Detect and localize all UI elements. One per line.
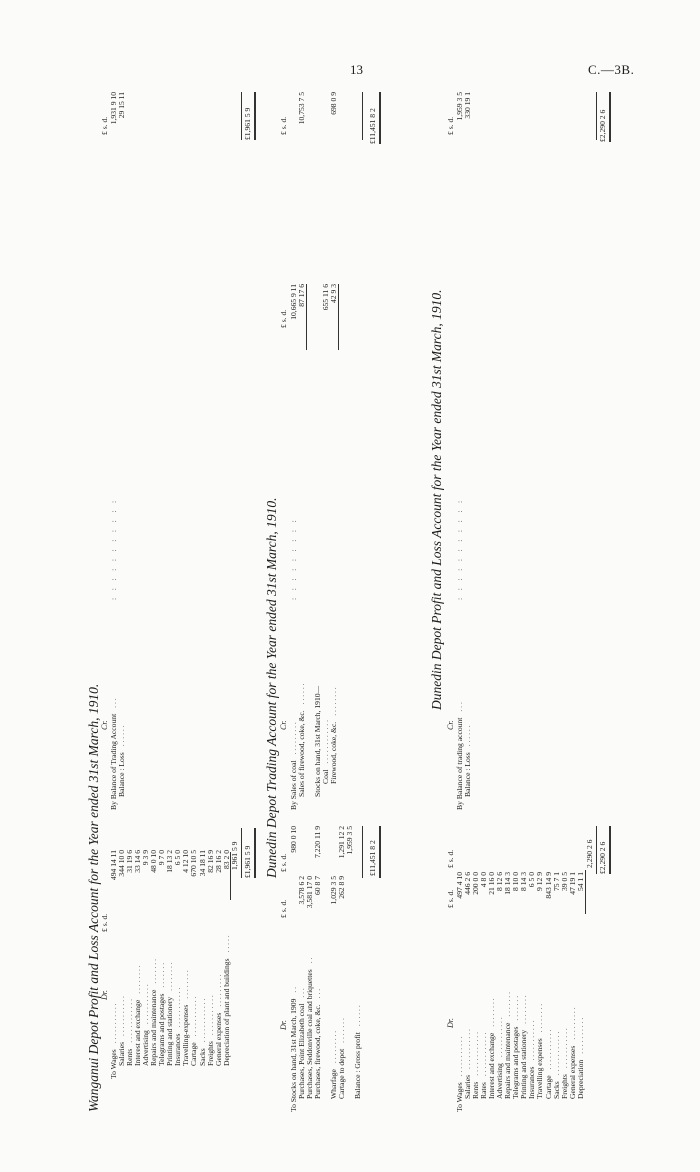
dunedin-pl-dr-row-leader: . . . . . . .: [503, 991, 513, 1017]
dunedin-trading-dr-col1-value: [346, 876, 354, 930]
wanganui-dr-row-leader: . . . . . . . . . . . .: [197, 998, 207, 1043]
dunedin-pl-dr-row-leader: . . . . . . . . . . . .: [479, 1032, 489, 1077]
wanganui-cr-grand-total: £1,961 5 9: [243, 107, 252, 140]
dunedin-trading-cr-sub-rule-2: [338, 284, 339, 350]
dunedin-trading-dr-col2: [290, 826, 362, 878]
dunedin-trading-dr-row: [338, 917, 346, 1112]
dunedin-pl-dr-row: [577, 907, 585, 1112]
wanganui-dr-row-label: General expenses: [213, 1012, 223, 1066]
dunedin-pl-title: Dunedin Depot Profit and Loss Account for the Year ended 31st March, 1910.: [429, 289, 444, 710]
dunedin-pl-dr-row-leader: . . . . . . . . . . .: [543, 1029, 553, 1070]
dunedin-pl-dr-amount: 6 5 0: [527, 872, 537, 888]
wanganui-dr-amount: 18 13 2: [165, 850, 175, 873]
dunedin-pl-dr-row-leader: . . . . . . . . . . .: [495, 1017, 505, 1058]
dunedin-trading-dr-grand-total: £11,451 8 2: [368, 840, 377, 876]
wanganui-dr-amount: 670 10 5: [189, 850, 199, 877]
wanganui-dr-money-heading: £ s. d.: [100, 913, 109, 932]
dunedin-pl-dr-row-leader: . . . . . . . .: [519, 995, 529, 1024]
wanganui-dr-row-leader: . . . . . . . .: [133, 965, 143, 994]
wanganui-dr-amount: 9 3 9: [141, 850, 151, 866]
wanganui-dr-row-label: Interest and exchange: [133, 999, 143, 1066]
dunedin-trading-cr-row: [298, 610, 306, 810]
dunedin-trading-dr-col2-value: [322, 826, 330, 878]
wanganui-dr-row-leader: . . . . . . . . . . . .: [125, 999, 135, 1043]
dunedin-trading-cr-col2-value: 10,753 7 5: [297, 92, 307, 125]
dunedin-trading-dr-col1-value: 262 8 9: [337, 876, 347, 899]
page-code: C.—3B.: [588, 62, 635, 77]
dunedin-trading-cr-col1-value: 42 9 3: [329, 284, 339, 303]
dunedin-pl-dr-amount: 21 16 0: [487, 872, 497, 895]
dunedin-trading-cr-col2-value: [306, 92, 314, 152]
dunedin-trading-dr-row-leader: . . .: [313, 988, 323, 999]
dunedin-pl-dr-amounts: [456, 872, 585, 922]
dunedin-trading-cr-sub-rule: [306, 284, 307, 350]
dunedin-trading-dr-col1-value: 1,029 3 5: [329, 876, 339, 905]
wanganui-cr-leader: : : : : : : : : : : :: [109, 500, 118, 600]
dunedin-trading-cr-row-label: By Sales of coal: [289, 760, 298, 810]
wanganui-dr-amount: 494 14 11: [109, 850, 118, 881]
dunedin-trading-dr-row-leader: . .: [289, 986, 298, 993]
dunedin-pl-dr-row-leader: . . . . . . . . . . .: [463, 1029, 473, 1069]
wanganui-dr-amount: 9 7 0: [157, 850, 167, 866]
wanganui-dr-amounts: [110, 850, 231, 910]
wanganui-dr-row-label: Cartage: [189, 1042, 199, 1066]
wanganui-dr-row-leader: . . . . . . . .: [181, 970, 191, 999]
dunedin-pl-dr-amount: 54 1 1: [575, 872, 585, 891]
dunedin-trading-cr-grand-total: £11,451 8 2: [368, 108, 377, 144]
dunedin-trading-dr-row-label: Purchases, Point Elizabeth coal: [297, 1003, 307, 1099]
wanganui-dr-heading: Dr.: [100, 989, 109, 1000]
dunedin-pl-dr-row-label: Depreciation: [575, 1059, 585, 1099]
dunedin-trading-title: Dunedin Depot Trading Account for the Year ended 31st March, 1910.: [264, 497, 279, 878]
dunedin-pl-dr-list: [456, 907, 585, 1112]
dunedin-pl-dr-row-label: Travelling expenses: [535, 1038, 545, 1099]
dunedin-pl-dr-amount: 9 12 9: [535, 872, 545, 891]
wanganui-dr-grand-rule: [254, 828, 256, 878]
wanganui-cr-list: [110, 610, 126, 810]
dunedin-pl-dr-amount: 843 14 9: [543, 872, 553, 899]
dunedin-trading-cr-heading: Cr.: [279, 720, 288, 730]
dunedin-pl-dr-total-heading: £ s. d.: [446, 849, 455, 868]
wanganui-dr-row-leader: . . . . . . .: [157, 962, 167, 988]
wanganui-dr-row-leader: . . . . . . . . . . .: [117, 996, 127, 1036]
wanganui-cr-row-label: Balance : Loss: [117, 752, 127, 797]
dunedin-pl-dr-row-leader: . . . . . . . . . .: [575, 1017, 585, 1054]
dunedin-pl-dr-total: 2,290 2 6: [585, 839, 594, 868]
wanganui-cr-amount: 29 15 11: [117, 92, 127, 119]
dunedin-pl-cr-grand-total: £2,290 2 6: [598, 109, 607, 142]
wanganui-dr-row-label: Depreciation of plant and buildings: [221, 958, 231, 1066]
dunedin-pl-cr-list: [456, 610, 472, 810]
dunedin-pl-cr-row-leader: . . . . . .: [463, 725, 473, 747]
wanganui-cr-row-label: By Balance of Trading Account: [109, 713, 118, 810]
dunedin-trading-dr-col2-value: 1,291 12 2: [337, 826, 347, 859]
wanganui-dr-list: [110, 904, 231, 1079]
dunedin-pl-dr-row-leader: . . . . . . . . . . .: [455, 1036, 464, 1077]
wanganui-dr-row-label: Freights: [205, 1041, 215, 1066]
dunedin-trading-cr-total-heading: £ s. d.: [279, 116, 288, 135]
dunedin-trading-cr-row-leader: . . . . . . . .: [329, 687, 339, 716]
dunedin-pl-dr-amount: 8 14 3: [519, 872, 529, 891]
dunedin-trading-cr-leader: : : : : : : : : :: [289, 520, 298, 600]
dunedin-trading-dr-row: [354, 917, 362, 1112]
dunedin-pl-dr-row-label: Insurances: [527, 1066, 537, 1099]
wanganui-dr-row-leader: . . . . . . . . . . .: [173, 987, 183, 1028]
dunedin-trading-cr-col1-value: 87 17 6: [297, 284, 307, 307]
wanganui-dr-row-leader: . . . . . . . . . . .: [141, 984, 151, 1025]
rotated-page-content: [0, 80, 700, 1140]
dunedin-trading-dr-row-leader: . . .: [297, 988, 307, 998]
wanganui-cr-grand-rule: [254, 92, 256, 140]
dunedin-pl-dr-amount: 4 8 0: [479, 872, 489, 888]
dunedin-pl-dr-amount: 39 0 5: [559, 872, 569, 891]
dunedin-trading-cr-rule: [362, 92, 363, 140]
wanganui-dr-row-leader: . . . . . . . . .: [213, 974, 223, 1007]
wanganui-dr-row-label: Printing and stationery: [165, 996, 175, 1066]
dunedin-pl-dr-row-label: Rents: [471, 1081, 481, 1099]
dunedin-trading-dr-col1-value: [354, 876, 362, 930]
dunedin-pl-cr-row: [464, 610, 472, 810]
wanganui-dr-row-leader: . . . . . . .: [149, 958, 159, 984]
wanganui-dr-amount: 6 5 0: [173, 850, 183, 866]
wanganui-dr-amount: 344 10 0: [117, 850, 127, 877]
dunedin-pl-cr-money-heading: £ s. d.: [446, 116, 455, 135]
wanganui-dr-row-leader: . . . . . . . .: [165, 962, 175, 991]
dunedin-pl-dr-row-leader: . . . . . . . .: [487, 998, 497, 1027]
dunedin-pl-dr-amount: 47 19 1: [567, 872, 577, 895]
wanganui-cr-row: [118, 610, 126, 810]
wanganui-cr-amounts: [110, 92, 126, 160]
wanganui-title: Wanganui Depot Profit and Loss Account for the Year ended 31st March, 1910.: [86, 683, 101, 1112]
wanganui-cr-money-heading: £ s. d.: [100, 116, 109, 135]
wanganui-dr-amount: 48 0 10: [149, 850, 159, 873]
wanganui-dr-amount: 33 14 6: [133, 850, 143, 873]
dunedin-pl-dr-row-label: Printing and stationery: [519, 1029, 529, 1099]
dunedin-pl-dr-row-leader: . . . . . . . . . . . .: [551, 1031, 561, 1076]
dunedin-pl-dr-row-leader: . . . . . . . . . . . .: [471, 1032, 481, 1076]
wanganui-dr-amount: 34 18 11: [197, 850, 207, 877]
dunedin-pl-dr-row-leader: . . . . . . . .: [535, 1003, 545, 1033]
wanganui-dr-amount: 83 2 0: [221, 850, 231, 869]
dunedin-pl-dr-row-label: Telegrams and postages: [511, 1026, 521, 1099]
dunedin-trading-cr-grand-rule: [379, 92, 381, 144]
dunedin-pl-cr-leader: : : : : : : : : : : :: [455, 500, 464, 600]
dunedin-trading-cr-col2-value: 698 0 9: [329, 92, 339, 115]
dunedin-pl-dr-row-label: Interest and exchange: [487, 1032, 497, 1099]
dunedin-trading-dr-row-label: Wharfage: [329, 1069, 339, 1099]
wanganui-cr-row-leader: . . . . . .: [117, 725, 127, 747]
dunedin-trading-cr-col2: [290, 92, 338, 152]
dunedin-pl-dr-row-label: Salaries: [463, 1074, 473, 1099]
wanganui-cr-amount: 1,931 9 10: [109, 92, 118, 125]
dunedin-trading-cr-row-leader: . . . . . . . . . . . .: [321, 719, 331, 764]
dunedin-pl-dr-amount: 497 4 10: [455, 872, 464, 899]
dunedin-trading-dr-col2-value: [298, 826, 306, 878]
dunedin-pl-dr-row-leader: . . . . . . .: [511, 995, 521, 1021]
wanganui-dr-amount: 28 16 2: [213, 850, 223, 873]
dunedin-pl-dr-row-leader: . . . . . . . . . . .: [559, 1028, 569, 1069]
dunedin-pl-cr-amount: 330 19 1: [463, 92, 473, 119]
wanganui-dr-amount: 4 12 10: [181, 850, 191, 873]
wanganui-dr-row-label: To Wages: [109, 1049, 118, 1079]
dunedin-pl-dr-grand-total: £2,290 2 6: [598, 841, 607, 874]
dunedin-trading-cr-row-label: Coal: [321, 769, 331, 784]
dunedin-pl-dr-row-label: To Wages: [455, 1082, 464, 1112]
dunedin-trading-cr-row-label: Stocks on hand, 31st March, 1910—: [313, 685, 323, 797]
dunedin-pl-dr-money-heading: £ s. d.: [446, 889, 455, 908]
dunedin-pl-dr-rule: [596, 826, 597, 874]
wanganui-dr-amount: 82 16 9: [205, 850, 215, 873]
dunedin-trading-dr-row-leader: . .: [305, 957, 315, 964]
dunedin-pl-cr-amount: 1,959 3 5: [455, 92, 464, 121]
wanganui-dr-row-label: Advertising: [141, 1030, 151, 1066]
dunedin-pl-dr-amount: 75 7 1: [551, 872, 561, 891]
wanganui-dr-total-rule: [241, 828, 242, 878]
wanganui-dr-amount: 31 19 6: [125, 850, 135, 873]
dunedin-trading-dr-row-label: Balance : Gross profit: [353, 1032, 363, 1099]
dunedin-pl-dr-sub-rule: [585, 870, 586, 914]
dunedin-pl-dr-amount: 200 0 0: [471, 872, 481, 895]
dunedin-pl-dr-row-label: Freights: [559, 1074, 569, 1099]
dunedin-trading-dr-list: [290, 917, 362, 1112]
wanganui-dr-row-leader: . . . . . . . . . . .: [109, 1003, 118, 1044]
wanganui-dr-row-label: Travelling-expenses: [181, 1004, 191, 1066]
wanganui-dr-row-label: Repairs and maintenance: [149, 989, 159, 1066]
wanganui-cr-total-rule: [241, 92, 242, 140]
dunedin-trading-dr-row-leader: . . . . . . . . .: [329, 1030, 339, 1064]
dunedin-pl-dr-heading: Dr.: [446, 1017, 455, 1028]
wanganui-dr-row-label: Telegrams and postages: [157, 993, 167, 1066]
dunedin-trading-dr-row-leader: . . . . . . .: [337, 1018, 347, 1043]
dunedin-trading-dr-row-label: Purchases, Seddonville coal and briquettes: [305, 969, 315, 1099]
dunedin-pl-dr-row-label: Rates: [479, 1082, 489, 1099]
dunedin-pl-dr-row-leader: . . . . . . . . .: [567, 1007, 577, 1040]
dunedin-pl-dr-row-leader: . . . . . . . . . . .: [527, 1020, 537, 1061]
dunedin-trading-dr-money-heading: £ s. d.: [279, 899, 288, 918]
dunedin-trading-dr-row-label: Cartage to depot: [337, 1048, 347, 1099]
dunedin-pl-dr-row-label: Repairs and maintenance: [503, 1022, 513, 1099]
wanganui-dr-grand-total: £1,961 5 9: [243, 845, 252, 878]
wanganui-dr-row: [223, 904, 231, 1079]
dunedin-pl-cr-row-leader: . . .: [455, 702, 464, 712]
dunedin-pl-dr-row-label: Cartage: [543, 1075, 553, 1099]
dunedin-trading-dr-col2-value: 7,220 11 9: [313, 826, 323, 858]
dunedin-pl-cr-row-label: By Balance of trading account: [455, 717, 464, 810]
page-number: 13: [350, 62, 363, 77]
dunedin-trading-dr-col1: [290, 876, 362, 930]
dunedin-trading-cr-col1-value: 655 11 6: [321, 284, 331, 311]
dunedin-pl-cr-grand-rule: [609, 92, 611, 142]
dunedin-trading-dr-col1-value: 3,578 6 2: [297, 876, 307, 905]
dunedin-trading-cr-row: [330, 610, 338, 810]
dunedin-pl-dr-amount: 446 2 6: [463, 872, 473, 895]
dunedin-pl-dr-amount: 18 14 3: [503, 872, 513, 895]
dunedin-trading-cr-row-leader: . . . . . .: [297, 683, 307, 705]
dunedin-trading-dr-heading: Dr.: [279, 1019, 288, 1030]
dunedin-pl-cr-rule: [596, 92, 597, 140]
dunedin-trading-dr-col2-value: 980 0 10: [289, 826, 298, 853]
dunedin-pl-cr-amounts: [456, 92, 472, 160]
wanganui-dr-row-label: Insurances: [173, 1033, 183, 1066]
dunedin-trading-cr-col1-value: 10,665 9 11: [289, 284, 298, 320]
dunedin-trading-cr-row-label: Firewood, coke, &c.: [329, 721, 339, 784]
wanganui-dr-row-leader: . . . . . . . . . . .: [205, 995, 215, 1036]
dunedin-trading-dr-row: [314, 917, 322, 1112]
dunedin-pl-dr-amount: 8 10 0: [511, 872, 521, 891]
dunedin-trading-cr-col1-value: [306, 284, 314, 350]
dunedin-trading-cr-col2-value: [314, 92, 322, 152]
wanganui-dr-row-label: Salaries: [117, 1041, 127, 1066]
dunedin-trading-cr-col1: [290, 284, 338, 350]
wanganui-cr-row-leader: . . .: [109, 698, 118, 708]
dunedin-pl-cr-row-label: Balance : Loss: [463, 752, 473, 797]
dunedin-trading-dr-row-leader: . . . . . .: [353, 1005, 363, 1027]
wanganui-dr-total: 1,961 5 9: [230, 841, 239, 870]
wanganui-dr-row-leader: . . . . .: [221, 935, 231, 953]
dunedin-trading-dr-total-heading: £ s. d.: [279, 853, 288, 872]
dunedin-pl-dr-row-label: Advertising: [495, 1063, 505, 1099]
dunedin-trading-cr-money-heading: £ s. d.: [279, 309, 288, 328]
dunedin-pl-dr-grand-rule: [609, 826, 611, 874]
dunedin-trading-dr-col1-value: 3,581 17 0: [305, 876, 315, 909]
dunedin-pl-dr-row-label: Sacks: [551, 1081, 561, 1099]
dunedin-pl-dr-amount: 8 12 6: [495, 872, 505, 891]
wanganui-dr-row-label: Sacks: [197, 1048, 207, 1066]
dunedin-trading-dr-col1-value: 60 8 7: [313, 876, 323, 895]
dunedin-trading-dr-grand-rule: [379, 826, 381, 878]
wanganui-dr-row-leader: . . . . . . . . . . .: [189, 996, 199, 1037]
dunedin-pl-dr-row-label: General expenses: [567, 1045, 577, 1099]
dunedin-pl-cr-heading: Cr.: [446, 720, 455, 730]
dunedin-trading-dr-row-label: Purchases, firewood, coke, &c.: [313, 1004, 323, 1099]
dunedin-trading-cr-list: [290, 610, 338, 810]
dunedin-trading-dr-rule: [362, 826, 363, 878]
dunedin-trading-dr-col2-value: 1,959 3 5: [345, 826, 355, 855]
dunedin-trading-dr-row-label: To Stocks on hand, 31st March, 1909: [289, 998, 298, 1112]
dunedin-trading-cr-row-label: Sales of firewood, coke, &c.: [297, 710, 307, 797]
wanganui-cr-heading: Cr.: [100, 720, 109, 730]
dunedin-trading-cr-row-leader: . . . . . . . . .: [289, 722, 298, 755]
wanganui-dr-row-label: Rents: [125, 1048, 135, 1066]
